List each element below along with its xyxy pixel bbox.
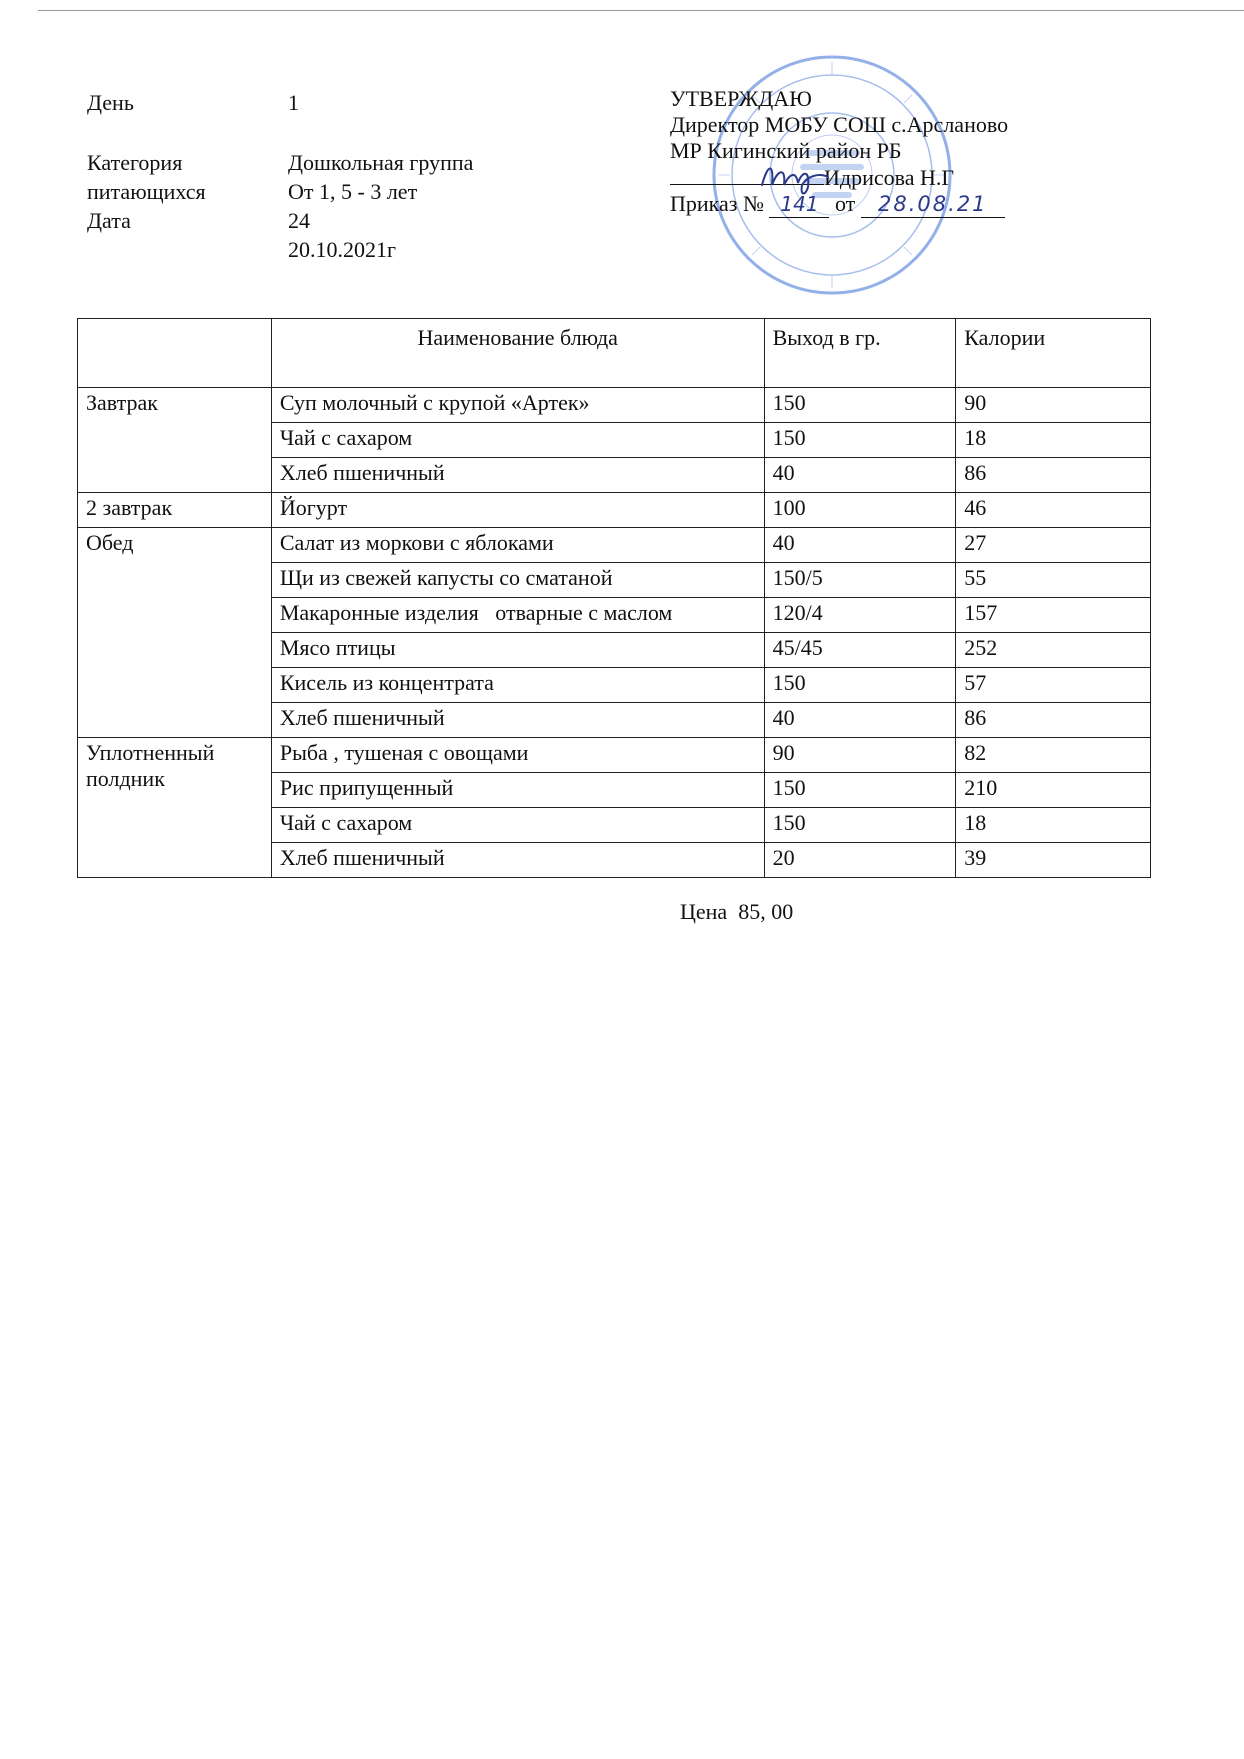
approval-title: УТВЕРЖДАЮ (670, 86, 812, 111)
dish-cell: Чай с сахаром (271, 808, 764, 843)
signature-field (670, 164, 824, 185)
order-number: 141 (769, 191, 829, 218)
calories-cell: 86 (956, 458, 1151, 493)
dish-cell: Салат из моркови с яблоками (271, 528, 764, 563)
approval-signer: Идрисова Н.Г (824, 165, 955, 190)
category-value-line1: Дошкольная группа (288, 150, 474, 175)
order-prefix: Приказ № (670, 191, 764, 216)
weight-cell: 150 (764, 423, 956, 458)
dish-cell: Кисель из концентрата (271, 668, 764, 703)
weight-cell: 150 (764, 808, 956, 843)
calories-cell: 18 (956, 808, 1151, 843)
weight-cell: 40 (764, 528, 956, 563)
dish-cell: Щи из свежей капусты со сматаной (271, 563, 764, 598)
meal-cell: Обед (78, 528, 272, 738)
dish-cell: Йогурт (271, 493, 764, 528)
weight-cell: 40 (764, 703, 956, 738)
category-value-line2: От 1, 5 - 3 лет (288, 179, 418, 204)
weight-cell: 40 (764, 458, 956, 493)
calories-cell: 90 (956, 388, 1151, 423)
price-label: Цена 85, 00 (680, 899, 794, 924)
dish-cell: Рыба , тушеная с овощами (271, 738, 764, 773)
calories-cell: 18 (956, 423, 1151, 458)
dish-cell: Хлеб пшеничный (271, 703, 764, 738)
dish-cell: Суп молочный с крупой «Артек» (271, 388, 764, 423)
meal-cell: 2 завтрак (78, 493, 272, 528)
weight-cell: 150 (764, 773, 956, 808)
weight-cell: 150 (764, 388, 956, 423)
weight-cell: 150 (764, 668, 956, 703)
menu-table (77, 318, 1151, 878)
calories-cell: 86 (956, 703, 1151, 738)
calories-cell: 55 (956, 563, 1151, 598)
date-value-line1: 24 (288, 208, 310, 233)
meal-cell: Завтрак (78, 388, 272, 493)
table-row (78, 493, 1151, 528)
calories-cell: 82 (956, 738, 1151, 773)
calories-cell: 27 (956, 528, 1151, 563)
column-header-calories: Калории (956, 319, 1151, 388)
weight-cell: 100 (764, 493, 956, 528)
table-row (78, 388, 1151, 423)
dish-cell: Хлеб пшеничный (271, 458, 764, 493)
meal-cell: Уплотненный полдник (78, 738, 272, 878)
category-label-line2: питающихся (87, 179, 206, 204)
table-row (78, 528, 1151, 563)
day-value: 1 (288, 90, 299, 115)
calories-cell: 46 (956, 493, 1151, 528)
table-row (78, 738, 1151, 773)
dish-cell: Чай с сахаром (271, 423, 764, 458)
approval-position: Директор МОБУ СОШ с.Арсланово (670, 112, 1009, 137)
column-header-meal (78, 319, 272, 388)
approval-district: МР Кигинский район РБ (670, 138, 902, 163)
order-from: от (834, 191, 856, 216)
calories-cell: 210 (956, 773, 1151, 808)
weight-cell: 150/5 (764, 563, 956, 598)
column-header-weight: Выход в гр. (764, 319, 956, 388)
date-value-line2: 20.10.2021г (288, 237, 397, 262)
top-rule (38, 10, 1244, 11)
dish-cell: Хлеб пшеничный (271, 843, 764, 878)
column-header-dish: Наименование блюда (271, 319, 764, 388)
weight-cell: 20 (764, 843, 956, 878)
calories-cell: 39 (956, 843, 1151, 878)
approval-signature-line (670, 164, 1008, 191)
calories-cell: 57 (956, 668, 1151, 703)
day-label: День (87, 90, 134, 115)
approval-order (670, 191, 1008, 218)
dish-cell: Рис припущенный (271, 773, 764, 808)
category-label-line1: Категория (87, 150, 183, 175)
weight-cell: 45/45 (764, 633, 956, 668)
table-header-row (78, 319, 1151, 388)
weight-cell: 90 (764, 738, 956, 773)
approval-block (670, 86, 1008, 218)
weight-cell: 120/4 (764, 598, 956, 633)
calories-cell: 157 (956, 598, 1151, 633)
dish-cell: Мясо птицы (271, 633, 764, 668)
calories-cell: 252 (956, 633, 1151, 668)
dish-cell: Макаронные изделия отварные с маслом (271, 598, 764, 633)
date-label: Дата (87, 208, 131, 233)
order-date: 28.08.21 (861, 191, 1005, 218)
